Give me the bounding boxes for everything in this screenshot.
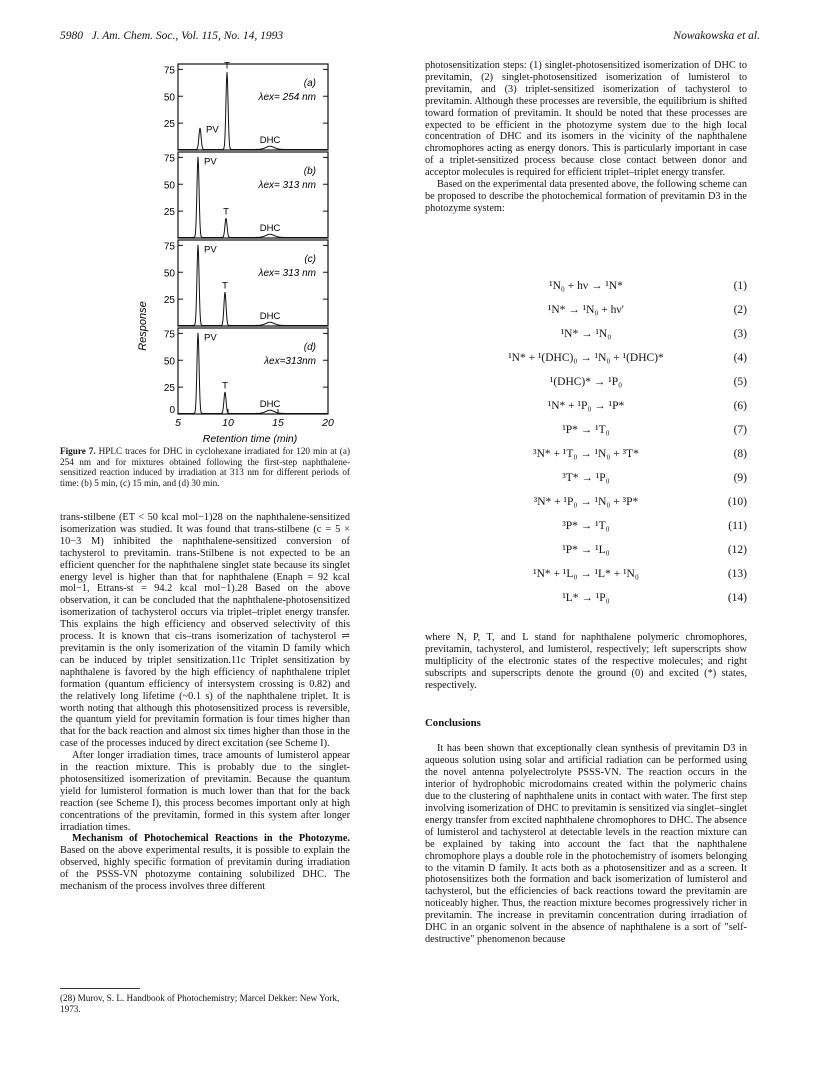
paragraph-mechanism: Mechanism of Photochemical Reactions in the Photozyme. Based on the above experimental results, it is possible to explain the observed, highly specific formation of previtamin during irradiation of the PSSS-VN photozyme containing solubilized DHC. The mechanism of the process involves three different bbox=[60, 833, 350, 893]
figure-label: Figure 7. bbox=[60, 446, 96, 456]
paragraph-notation: where N, P, T, and L stand for naphthalene polymeric chromophores, previtamin, tachysterol, and lumisterol, respectively; left superscripts show multiplicity of the electronic states of the respective molecules; and right subscripts and superscripts denote the ground (0) and excited (*) states, respectively. bbox=[425, 632, 747, 691]
equation-text: ³N* + ¹T₀ → ¹N₀ + ³T* bbox=[533, 448, 639, 460]
y-tick-label: 75 bbox=[163, 329, 175, 341]
equation-text: ¹P* → ¹T₀ bbox=[562, 424, 610, 436]
equation-14 bbox=[425, 592, 747, 604]
peak-label: DHC bbox=[259, 134, 281, 146]
panel-label: (b) bbox=[303, 166, 316, 177]
chromatogram-panel bbox=[164, 152, 328, 238]
equation-6 bbox=[425, 400, 747, 412]
chromatogram-panel bbox=[164, 61, 328, 150]
equation-9 bbox=[425, 472, 747, 484]
equation-number: (11) bbox=[728, 520, 747, 532]
equation-number: (4) bbox=[733, 352, 747, 364]
y-tick-label: 25 bbox=[163, 119, 175, 131]
paragraph-stilbene: trans-stilbene (ET < 50 kcal mol−1)28 on the naphthalene-sensitized isomerization was studied. It was found that trans-stilbene (c = 5 × 10−3 M) inhibited the naphthalene-sensitized conversion of tachysterol to previtamin. trans-Stilbene is not expected to be an efficient quencher for the naphthalene singlet state because its singlet energy level is higher than that for naphthalene (Enaph = 92 kcal mol−1, Etrans-st = 94.2 kcal mol−1).28 Based on the above observation, it can be concluded that the naphthalene-photosensitized isomerization of tachysterol occurs via triplet–triplet energy transfer. This explains the high efficiency and observed selectivity of this process. It is known that cis–trans isomerization of tachysterol ⇌ previtamin is the only isomerization of the vitamin D family which can be induced by triplet sensitization.11c Triplet sensitization by naphthalene is favored by the high efficiency of naphthalene triplet formation (quantum efficiency of intersystem crossing is 0.82) and the relatively long lifetime (~0.1 s) of the naphthalene triplet. It is worth noting that although this photosensitized process is reversible, the quantum yield for previtamin formation is four times higher than that for the back reaction and almost six times higher than those in the case of the processes induced by direct excitation (see Scheme I). bbox=[60, 512, 350, 750]
right-column-body bbox=[425, 632, 747, 946]
x-axis-label: Retention time (min) bbox=[202, 433, 298, 444]
peak-label: T bbox=[222, 380, 228, 392]
y-tick-label: 75 bbox=[163, 241, 175, 253]
equation-text: ¹N* + ¹(DHC)₀ → ¹N₀ + ¹(DHC)* bbox=[508, 352, 664, 364]
y-tick-label: 50 bbox=[163, 268, 175, 280]
figure-caption-text: HPLC traces for DHC in cyclohexane irradiated for 120 min at (a) 254 nm and for mixtures obtained following the first-step naphthalene-sensitized reaction induced by irradiation at 313 nm for different periods of time: (b) 5 min, (c) 15 min, and (d) 30 min. bbox=[60, 446, 350, 488]
equation-number: (13) bbox=[727, 568, 747, 580]
equation-12 bbox=[425, 544, 747, 556]
equation-text: ¹P* → ¹L₀ bbox=[562, 544, 610, 556]
right-column-intro bbox=[425, 60, 747, 215]
paragraph-scheme-intro: Based on the experimental data presented above, the following scheme can be proposed to describe the photochemical formation of previtamin D3 in the photozyme system: bbox=[425, 179, 747, 214]
running-header-authors: Nowakowska et al. bbox=[673, 30, 760, 42]
y-tick-label: 75 bbox=[163, 153, 175, 165]
left-column bbox=[60, 512, 350, 893]
equation-13 bbox=[425, 568, 747, 580]
excitation-wavelength: λex= 313 nm bbox=[258, 268, 316, 279]
equation-text: ¹N* → ¹N₀ bbox=[560, 328, 612, 340]
chromatogram-panel bbox=[164, 240, 328, 326]
footnote-rule bbox=[60, 988, 140, 989]
paragraph-lumisterol: After longer irradiation times, trace amounts of lumisterol appear in the reaction mixture. This is probably due to the singlet-photosensitized isomerization of previtamin. Because the quantum yield for lumisterol formation is much lower than that for the back reaction (see Scheme I), this process becomes important only at high concentrations of the previtamin, formed in this system after longer irradiation times. bbox=[60, 750, 350, 833]
footnote: (28) Murov, S. L. Handbook of Photochemistry; Marcel Dekker: New York, 1973. bbox=[60, 993, 340, 1014]
equation-10 bbox=[425, 496, 747, 508]
panel-label: (a) bbox=[303, 78, 316, 89]
equation-text: ³T* → ¹P₀ bbox=[562, 472, 610, 484]
equation-number: (3) bbox=[733, 328, 747, 340]
y-tick-label: 25 bbox=[163, 207, 175, 219]
equation-text: ¹L* → ¹P₀ bbox=[562, 592, 610, 604]
equation-3 bbox=[425, 328, 747, 340]
y-axis-label: Response bbox=[137, 301, 149, 351]
equation-number: (14) bbox=[727, 592, 747, 604]
hplc-figure bbox=[130, 56, 345, 444]
y-tick-label: 25 bbox=[163, 295, 175, 307]
page-number: 5980 bbox=[60, 30, 83, 42]
paragraph-conclusions: It has been shown that exceptionally clean synthesis of previtamin D3 in aqueous solution using solar and artificial radiation can be performed using the novel antenna polyelectrolyte PSSS-VN. The reaction occurs in the interior of hydrophobic microdomains created within the polymeric chains due to the clustering of naphthalene units in contact with water. The first step involving isomerization of DHC to previtamin is sensitized via singlet–singlet energy transfer from excited naphthalene chromophores to DHC. The absence of lumisterol and tachysterol at detectable levels in the reaction mixture can be explained by taking into account the fact that the naphthalene chromophore plays a double role in the photochemistry of isomers belonging to the vitamin D family. It acts both as a photosensitizer and as a screen. It photosensitizes both the formation and back isomerization of lumisterol and tachysterol, but the efficiencies of back reactions toward the previtamin are noticeably higher. Thus, the reaction mixture becomes progressively richer in previtamin. The increase in previtamin concentration during irradiation of DHC in an organic solvent in the absence of naphthalene is a sort of "self-destructive" phenomenon because bbox=[425, 743, 747, 945]
peak-label: T bbox=[222, 280, 228, 292]
journal-citation: J. Am. Chem. Soc., Vol. 115, No. 14, 1993 bbox=[91, 30, 284, 42]
figure-caption bbox=[60, 446, 350, 488]
x-tick-label: 10 bbox=[222, 417, 234, 429]
peak-label: PV bbox=[204, 156, 217, 168]
equation-2 bbox=[425, 304, 747, 316]
equation-number: (10) bbox=[727, 496, 747, 508]
equation-number: (9) bbox=[733, 472, 747, 484]
peak-label: DHC bbox=[259, 310, 281, 322]
peak-label: DHC bbox=[259, 398, 281, 410]
equation-text: ¹(DHC)* → ¹P₀ bbox=[549, 376, 623, 388]
equation-number: (7) bbox=[733, 424, 747, 436]
equation-number: (2) bbox=[733, 304, 747, 316]
equation-1 bbox=[425, 280, 747, 292]
y-tick-label: 50 bbox=[163, 356, 175, 368]
equation-text: ¹N* + ¹L₀ → ¹L* + ¹N₀ bbox=[533, 568, 639, 580]
equation-7 bbox=[425, 424, 747, 436]
peak-label: DHC bbox=[259, 222, 281, 234]
equation-11 bbox=[425, 520, 747, 532]
equation-4 bbox=[425, 352, 747, 364]
excitation-wavelength: λex=313nm bbox=[264, 356, 316, 367]
x-tick-label: 5 bbox=[175, 417, 181, 429]
panel-label: (c) bbox=[304, 254, 316, 265]
conclusions-heading: Conclusions bbox=[425, 716, 481, 729]
paragraph-photosensitization: photosensitization steps: (1) singlet-photosensitized isomerization of DHC to previtamin, (2) singlet-photosensitized isomerization of lumisterol to previtamin, and (3) triplet-sensitized isomerization of tachysterol to previtamin. Although these processes are reversible, the equilibrium is shifted toward formation of previtamin. It should be noted that these processes are expected to be efficient in the photozyme system due to the high local concentration of DHC and its isomers in the vicinity of the naphthalene chromophores acting as energy donors. This is particularly important in case of a triplet-sensitized process because close contact between donor and acceptor molecules is required for efficient triplet–triplet energy transfer. bbox=[425, 60, 747, 179]
peak-label: T bbox=[223, 206, 229, 218]
equation-text: ¹N₀ + hν → ¹N* bbox=[549, 280, 623, 292]
excitation-wavelength: λex= 254 nm bbox=[258, 92, 316, 103]
excitation-wavelength: λex= 313 nm bbox=[258, 180, 316, 191]
equation-number: (1) bbox=[733, 280, 747, 292]
y-tick-label: 50 bbox=[163, 92, 175, 104]
equation-number: (8) bbox=[733, 448, 747, 460]
chromatogram-panel bbox=[164, 328, 328, 414]
panel-frame bbox=[178, 64, 328, 150]
x-tick-label: 15 bbox=[272, 417, 284, 429]
running-header-left bbox=[60, 30, 283, 42]
equation-list bbox=[425, 280, 747, 620]
y-tick-label: 75 bbox=[163, 65, 175, 77]
peak-label: PV bbox=[206, 124, 219, 136]
equation-number: (6) bbox=[733, 400, 747, 412]
equation-5 bbox=[425, 376, 747, 388]
peak-label: T bbox=[224, 60, 230, 72]
origin-label: 0 bbox=[169, 405, 175, 416]
x-tick-label: 20 bbox=[322, 417, 334, 429]
equation-text: ¹N* → ¹N₀ + hν′ bbox=[547, 304, 625, 316]
equation-text: ³P* → ¹T₀ bbox=[562, 520, 610, 532]
panel-label: (d) bbox=[303, 342, 316, 353]
peak-label: PV bbox=[204, 332, 217, 344]
equation-text: ¹N* + ¹P₀ → ¹P* bbox=[547, 400, 625, 412]
mechanism-heading: Mechanism of Photochemical Reactions in the Photozyme. bbox=[72, 833, 350, 845]
peak-label: PV bbox=[204, 244, 217, 256]
equation-number: (12) bbox=[727, 544, 747, 556]
equation-text: ³N* + ¹P₀ → ¹N₀ + ³P* bbox=[533, 496, 639, 508]
y-tick-label: 50 bbox=[163, 180, 175, 192]
equation-number: (5) bbox=[733, 376, 747, 388]
equation-8 bbox=[425, 448, 747, 460]
y-tick-label: 25 bbox=[163, 383, 175, 395]
